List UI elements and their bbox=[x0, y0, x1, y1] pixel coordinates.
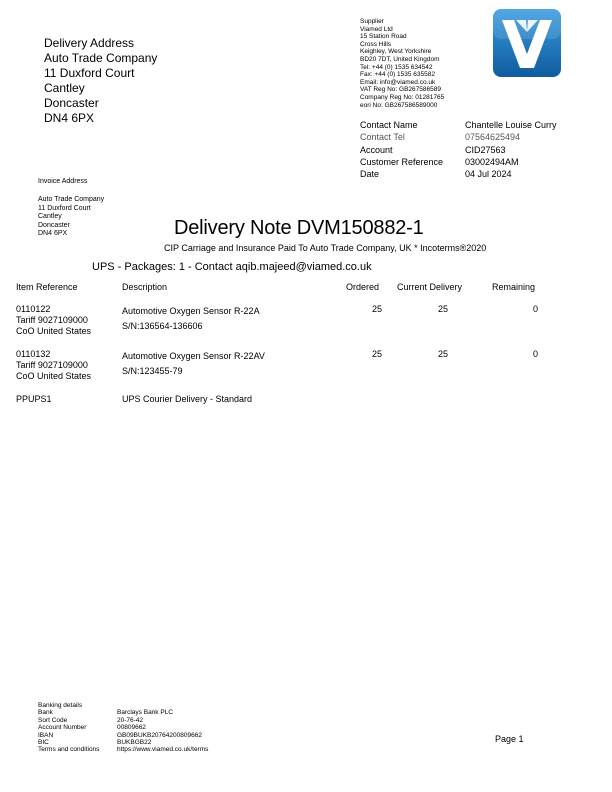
contact-label: Customer Reference bbox=[360, 156, 444, 167]
banking-label: IBAN bbox=[38, 731, 54, 739]
ref-line: Tariff 9027109000 bbox=[16, 315, 88, 325]
supplier-details bbox=[360, 18, 444, 109]
desc-line: S/N:123455-79 bbox=[122, 366, 183, 376]
col-header-item-reference: Item Reference bbox=[16, 282, 78, 292]
desc-line: Automotive Oxygen Sensor R-22AV bbox=[122, 351, 265, 361]
ordered-value: 25 bbox=[371, 349, 382, 359]
supplier-line: Tel: +44 (0) 1535 634542 bbox=[360, 63, 433, 71]
banking-value: BUKBGB22 bbox=[117, 738, 152, 746]
ref-line: CoO United States bbox=[16, 326, 92, 336]
contact-label: Account bbox=[360, 144, 393, 155]
incoterms-line: CIP Carriage and Insurance Paid To Auto Trade Company, UK * Incoterms®2020 bbox=[164, 243, 487, 253]
supplier-line: Fax: +44 (0) 1535 635582 bbox=[360, 71, 435, 79]
delivery-address bbox=[44, 36, 157, 126]
current-delivery-value: 25 bbox=[437, 304, 448, 314]
supplier-line: VAT Reg No: GB267586589 bbox=[360, 86, 441, 94]
contact-value: 03002494AM bbox=[465, 156, 519, 167]
supplier-line: Supplier bbox=[360, 18, 384, 25]
desc-line: Automotive Oxygen Sensor R-22A bbox=[122, 306, 260, 316]
supplier-line: 15 Station Road bbox=[360, 33, 407, 41]
viamed-logo-icon bbox=[492, 8, 562, 78]
col-header-remaining: Remaining bbox=[492, 282, 536, 292]
supplier-line: Email: info@viamed.co.uk bbox=[360, 78, 436, 86]
invoice-address bbox=[38, 196, 104, 239]
terms-link[interactable]: https://www.viamed.co.uk/terms bbox=[117, 746, 209, 754]
invoice-address-line: Cantley bbox=[38, 213, 62, 221]
delivery-address-line: DN4 6PX bbox=[44, 111, 95, 125]
contact-label: Contact Name bbox=[360, 120, 418, 130]
desc-line: S/N:136564-136606 bbox=[122, 321, 203, 331]
delivery-address-line: Doncaster bbox=[44, 96, 99, 110]
invoice-address-heading: Invoice Address bbox=[38, 178, 88, 185]
col-header-ordered: Ordered bbox=[346, 282, 380, 292]
banking-label: BIC bbox=[38, 738, 49, 746]
remaining-value: 0 bbox=[532, 349, 538, 359]
invoice-address-line: Doncaster bbox=[38, 221, 70, 229]
contact-value: CID27563 bbox=[465, 144, 506, 155]
ref-line: 0110122 bbox=[16, 304, 51, 314]
banking-label: Account Number bbox=[38, 724, 87, 732]
supplier-line: Company Reg No: 01281765 bbox=[360, 93, 445, 101]
invoice-address-line: 11 Duxford Court bbox=[38, 204, 91, 212]
contact-label: Date bbox=[360, 169, 380, 180]
banking-value: 00809662 bbox=[117, 724, 146, 732]
contact-value: 04 Jul 2024 bbox=[465, 169, 512, 180]
ref-line: CoO United States bbox=[16, 371, 92, 381]
col-header-current-delivery: Current Delivery bbox=[397, 282, 463, 292]
table-row-ref bbox=[16, 304, 91, 337]
delivery-address-heading: Delivery Address bbox=[44, 36, 135, 50]
col-header-description: Description bbox=[122, 282, 168, 292]
banking-value: 20-76-42 bbox=[117, 716, 144, 724]
ref-line: 0110132 bbox=[16, 349, 51, 359]
banking-heading: Banking details bbox=[38, 702, 83, 709]
delivery-address-line: 11 Duxford Court bbox=[44, 66, 135, 80]
contact-value: 07564625494 bbox=[465, 132, 521, 143]
page-number: Page 1 bbox=[495, 734, 524, 744]
invoice-address-line: DN4 6PX bbox=[38, 230, 68, 238]
supplier-line: BD20 7DT, United Kingdom bbox=[360, 55, 440, 63]
remaining-value: 0 bbox=[532, 304, 538, 314]
terms-label: Terms and conditions bbox=[38, 746, 100, 754]
supplier-line: Keighley, West Yorkshire bbox=[360, 48, 432, 56]
banking-label: Sort Code bbox=[38, 716, 68, 724]
table-row-ref bbox=[16, 349, 91, 382]
current-delivery-value: 25 bbox=[437, 349, 448, 359]
ordered-value: 25 bbox=[371, 304, 382, 314]
table-row-ref: PPUPS1 bbox=[16, 394, 52, 404]
shipping-line: UPS - Packages: 1 - Contact aqib.majeed@viamed.co.uk bbox=[92, 261, 372, 273]
table-row-desc: UPS Courier Delivery - Standard bbox=[122, 394, 253, 404]
contact-label: Contact Tel bbox=[360, 132, 405, 143]
invoice-address-line: Auto Trade Company bbox=[38, 196, 105, 203]
table-row-desc bbox=[122, 349, 265, 379]
contact-value: Chantelle Louise Curry bbox=[465, 120, 557, 130]
delivery-address-line: Cantley bbox=[44, 81, 85, 95]
banking-value: GB09BUKB20764200809662 bbox=[117, 731, 202, 739]
banking-value: Barclays Bank PLC bbox=[117, 709, 173, 717]
supplier-line: Viamed Ltd bbox=[360, 25, 393, 33]
ref-line: Tariff 9027109000 bbox=[16, 360, 88, 370]
banking-label: Bank bbox=[38, 709, 53, 717]
banking-details bbox=[38, 702, 209, 754]
document-title: Delivery Note DVM150882-1 bbox=[174, 217, 424, 239]
delivery-address-line: Auto Trade Company bbox=[44, 51, 158, 65]
supplier-line: eori No: GB267586589000 bbox=[360, 101, 438, 109]
supplier-line: Cross Hills bbox=[360, 40, 392, 48]
table-row-desc bbox=[122, 304, 260, 334]
